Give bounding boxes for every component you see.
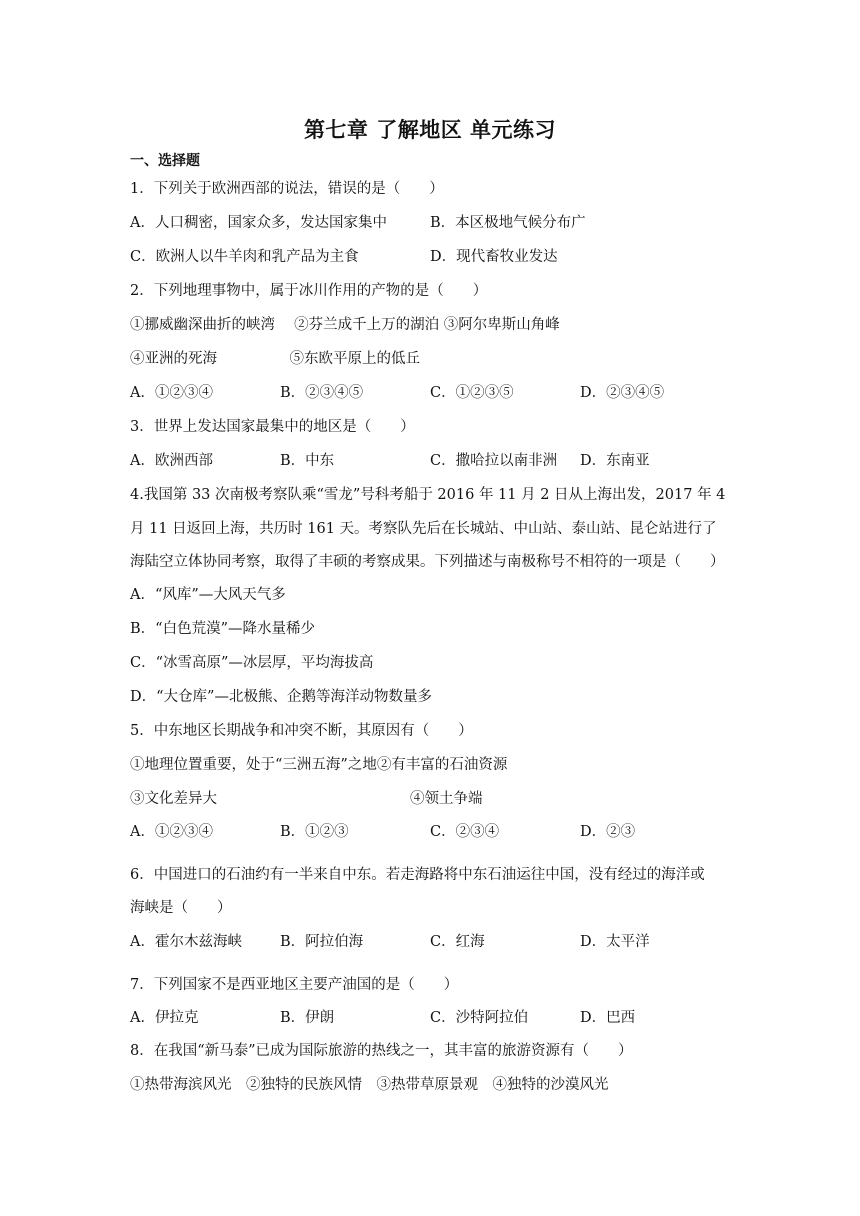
question-6-option-c: C．红海: [430, 934, 485, 950]
question-4-option-c: C．“冰雪高原”—冰层厚，平均海拔高: [130, 655, 374, 671]
question-6-option-a: A．霍尔木兹海峡: [130, 934, 242, 950]
question-1-option-b: B．本区极地气候分布广: [430, 215, 586, 231]
question-2-stem: 2．下列地理事物中，属于冰川作用的产物的是（ ）: [130, 283, 488, 299]
question-3-option-d: D．东南亚: [580, 453, 650, 469]
question-6-option-b: B．阿拉伯海: [280, 934, 364, 950]
question-4-option-a: A．“风库”—大风天气多: [130, 587, 286, 603]
question-1-stem: 1．下列关于欧洲西部的说法，错误的是（ ）: [130, 181, 444, 197]
question-2-statements-1: ①挪威幽深曲折的峡湾 ②芬兰成千上万的湖泊 ③阿尔卑斯山角峰: [130, 317, 560, 333]
question-2-option-c: C．①②③⑤: [430, 385, 514, 401]
question-6-stem-2: 海峡是（ ）: [130, 900, 232, 916]
question-6-option-d: D．太平洋: [580, 934, 650, 950]
question-4-stem-3: 海陆空立体协同考察，取得了丰硕的考察成果。下列描述与南极称号不相符的一项是（ ）: [130, 554, 725, 570]
question-1-option-a: A．人口稠密，国家众多，发达国家集中: [130, 215, 387, 231]
question-5-option-c: C．②③④: [430, 824, 500, 840]
question-2-option-b: B．②③④⑤: [280, 385, 364, 401]
section-heading: 一、选择题: [130, 153, 200, 169]
question-3-option-a: A．欧洲西部: [130, 453, 213, 469]
question-5-option-a: A．①②③④: [130, 824, 213, 840]
question-1-option-d: D．现代畜牧业发达: [430, 249, 558, 265]
question-5-statement-3: ③文化差异大: [130, 791, 217, 807]
question-4-stem-1: 4.我国第 33 次南极考察队乘“雪龙”号科考船于 2016 年 11 月 2 日从上海出发，2017 年 4: [130, 487, 726, 503]
question-6-stem-1: 6．中国进口的石油约有一半来自中东。若走海路将中东石油运往中国，没有经过的海洋或: [130, 867, 705, 883]
question-7-stem: 7．下列国家不是西亚地区主要产油国的是（ ）: [130, 977, 459, 993]
question-7-option-d: D．巴西: [580, 1010, 636, 1026]
question-4-option-b: B．“白色荒漠”—降水量稀少: [130, 621, 315, 637]
question-3-option-c: C．撒哈拉以南非洲: [430, 453, 558, 469]
question-4-stem-2: 月 11 日返回上海，共历时 161 天。考察队先后在长城站、中山站、泰山站、昆仑站进行了: [130, 521, 717, 537]
question-5-statement-4: ④领土争端: [410, 791, 483, 807]
question-5-option-d: D．②③: [580, 824, 636, 840]
question-3-option-b: B．中东: [280, 453, 335, 469]
question-7-option-a: A．伊拉克: [130, 1010, 199, 1026]
question-7-option-b: B．伊朗: [280, 1010, 335, 1026]
page-title: 第七章 了解地区 单元练习: [303, 118, 557, 142]
question-2-option-a: A．①②③④: [130, 385, 213, 401]
question-2-option-d: D．②③④⑤: [580, 385, 665, 401]
question-8-stem: 8．在我国“新马泰”已成为国际旅游的热线之一，其丰富的旅游资源有（ ）: [130, 1043, 633, 1059]
question-7-option-c: C．沙特阿拉伯: [430, 1010, 529, 1026]
question-4-option-d: D．“大仓库”—北极熊、企鹅等海洋动物数量多: [130, 689, 432, 705]
question-8-statements: ①热带海滨风光 ②独特的民族风情 ③热带草原景观 ④独特的沙漠风光: [130, 1077, 609, 1093]
question-1-option-c: C．欧洲人以牛羊肉和乳产品为主食: [130, 249, 359, 265]
question-5-stem: 5．中东地区长期战争和冲突不断，其原因有（ ）: [130, 723, 473, 739]
question-2-statements-2: ④亚洲的死海 ⑤东欧平原上的低丘: [130, 351, 420, 367]
question-5-option-b: B．①②③: [280, 824, 349, 840]
question-3-stem: 3．世界上发达国家最集中的地区是（ ）: [130, 419, 415, 435]
question-5-statements-1: ①地理位置重要，处于“三洲五海”之地②有丰富的石油资源: [130, 757, 508, 773]
